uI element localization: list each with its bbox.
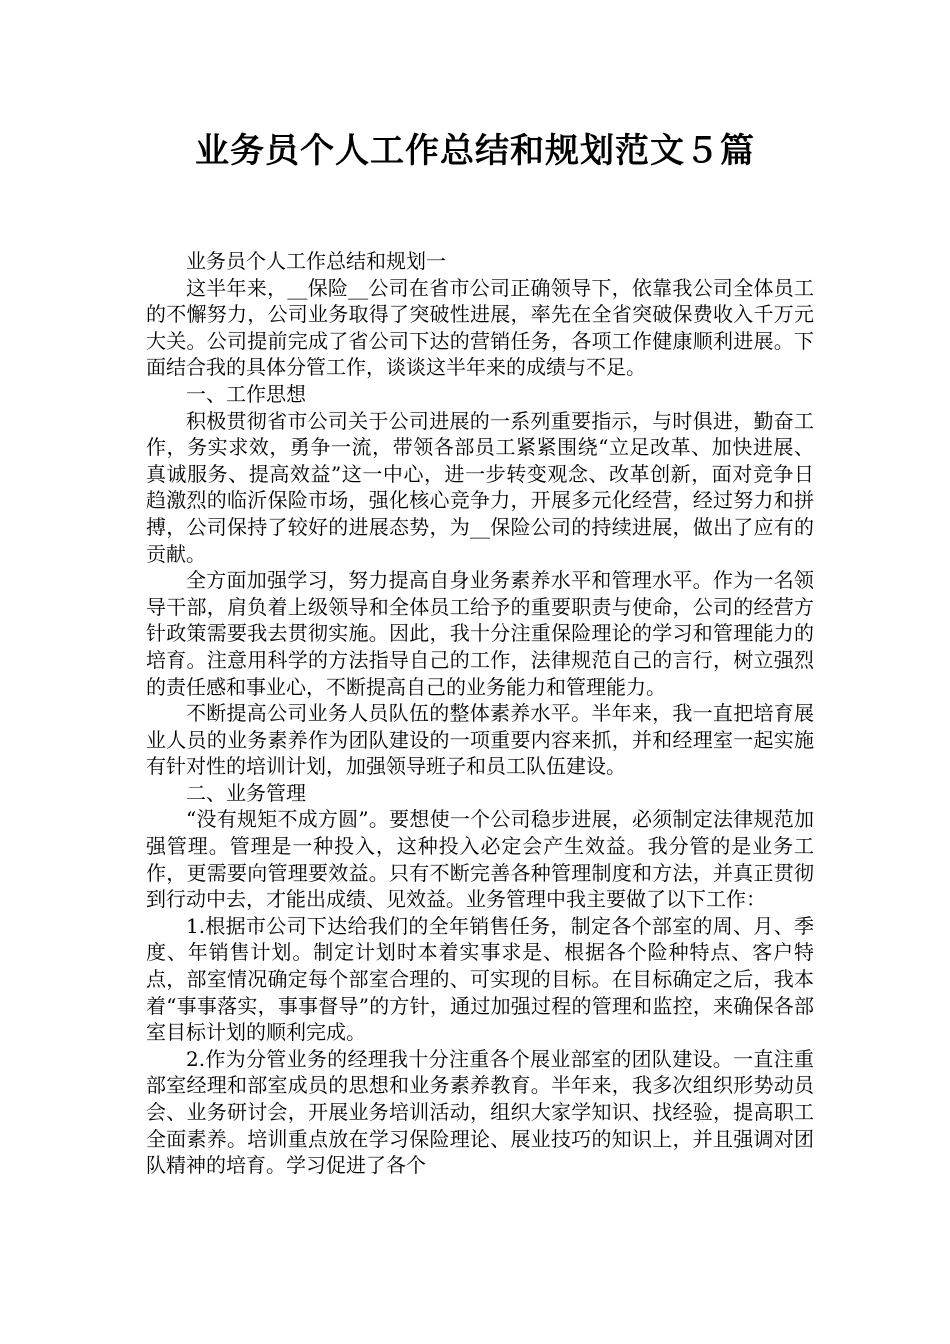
paragraph: 积极贯彻省市公司关于公司进展的一系列重要指示，与时俱进，勤奋工作，务实求效，勇争一流，带领各部员工紧紧围绕“立足改革、加快进展、真诚服务、提高效益”这一中心，进一步转变观念、改革创新，面对竞争日趋激烈的临沂保险市场，强化核心竞争力，开展多元化经营，经过努力和拼搏，公司保持了较好的进展态势，为__保险公司的持续进展，做出了应有的贡献。 bbox=[146, 408, 814, 566]
paragraph: 全方面加强学习，努力提高自身业务素养水平和管理水平。作为一名领导干部，肩负着上级领导和全体员工给予的重要职责与使命，公司的经营方针政策需要我去贯彻实施。因此，我十分注重保险理论的学习和管理能力的培育。注意用科学的方法指导自己的工作，法律规范自己的言行，树立强烈的责任感和事业心，不断提高自己的业务能力和管理能力。 bbox=[146, 568, 814, 699]
list-paragraph: 2.作为分管业务的经理我十分注重各个展业部室的团队建设。一直注重部室经理和部室成员的思想和业务素养教育。半年来，我多次组织形势动员会、业务研讨会，开展业务培训活动，组织大家学知识、找经验，提高职工全面素养。培训重点放在学习保险理论、展业技巧的知识上，并且强调对团队精神的培育。学习促进了各个 bbox=[146, 1046, 814, 1178]
document-body bbox=[146, 248, 814, 1179]
document-title: 业务员个人工作总结和规划范文５篇 bbox=[195, 131, 755, 171]
list-paragraph: 1.根据市公司下达给我们的全年销售任务，制定各个部室的周、月、季度、年销售计划。制定计划时本着实事求是、根据各个险种特点、客户特点，部室情况确定每个部室合理的、可实现的目标。在目标确定之后，我本着“事事落实，事事督导”的方针，通过加强过程的管理和监控，来确保各部室目标计划的顺利完成。 bbox=[146, 913, 814, 1045]
subsection-heading: 二、业务管理 bbox=[186, 780, 306, 805]
paragraph: 不断提高公司业务人员队伍的整体素养水平。半年来，我一直把培育展业人员的业务素养作为团队建设的一项重要内容来抓，并和经理室一起实施有针对性的培训计划，加强领导班子和员工队伍建设。 bbox=[146, 701, 814, 779]
subsection-heading: 一、工作思想 bbox=[186, 381, 306, 406]
paragraph: “没有规矩不成方圆”。要想使一个公司稳步进展，必须制定法律规范加强管理。管理是一种投入，这种投入必定会产生效益。我分管的是业务工作，更需要向管理要效益。只有不断完善各种管理制度和方法，并真正贯彻到行动中去，才能出成绩、见效益。业务管理中我主要做了以下工作： bbox=[146, 807, 814, 912]
section-heading: 业务员个人工作总结和规划一 bbox=[186, 249, 446, 273]
paragraph: 这半年来，__保险__公司在省市公司正确领导下，依靠我公司全体员工的不懈努力，公司业务取得了突破性进展，率先在全省突破保费收入千万元大关。公司提前完成了省公司下达的营销任务，各项工作健康顺利进展。下面结合我的具体分管工作，谈谈这半年来的成绩与不足。 bbox=[146, 275, 814, 380]
